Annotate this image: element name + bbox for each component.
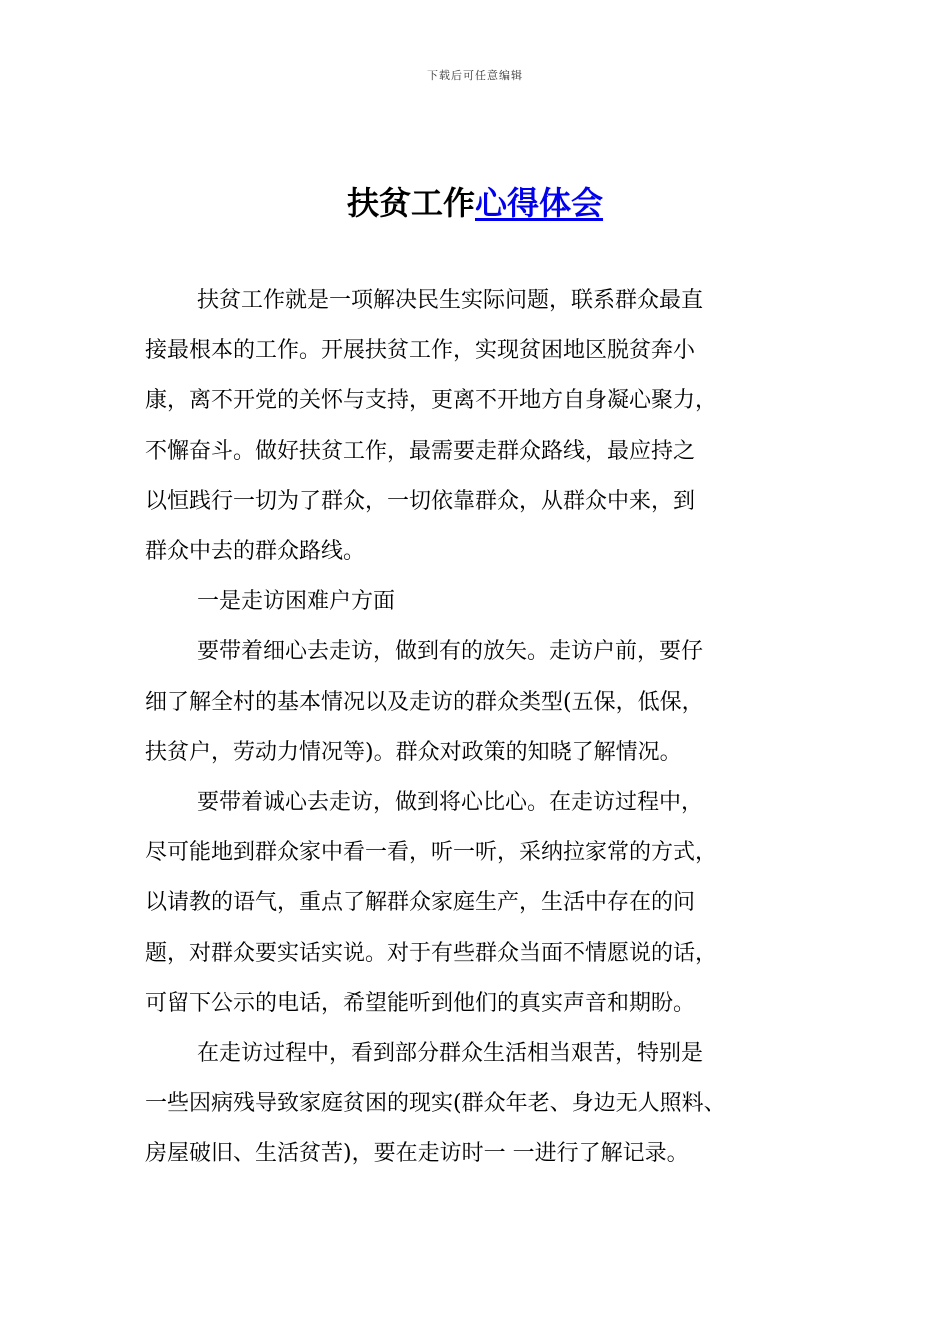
paragraph-line: 群众中去的群众路线。 (145, 539, 366, 565)
document-title (0, 181, 950, 225)
document-body (145, 276, 825, 1180)
paragraph-line: 房屋破旧、生活贫苦)，要在走访时一 一进行了解记录。 (145, 1141, 689, 1167)
paragraph-line: 可留下公示的电话，希望能听到他们的真实声音和期盼。 (145, 990, 696, 1016)
paragraph-line: 扶贫户，劳动力情况等)。群众对政策的知晓了解情况。 (145, 739, 682, 765)
paragraph-line: 以恒践行一切为了群众，一切依靠群众，从群众中来，到 (145, 488, 696, 514)
paragraph-line: 不懈奋斗。做好扶贫工作，最需要走群众路线，最应持之 (145, 438, 696, 464)
paragraph-line: 在走访过程中，看到部分群众生活相当艰苦，特别是 (197, 1041, 704, 1067)
paragraph-line: 细了解全村的基本情况以及走访的群众类型(五保，低保， (145, 689, 704, 715)
paragraph-line: 接最根本的工作。开展扶贫工作，实现贫困地区脱贫奔小 (145, 338, 696, 364)
title-text: 扶贫工作 (346, 184, 475, 222)
paragraph-line: 要带着诚心去走访，做到将心比心。在走访过程中， (197, 790, 704, 816)
section-heading: 一是走访困难户方面 (197, 589, 396, 615)
paragraph-line: 扶贫工作就是一项解决民生实际问题，联系群众最直 (197, 288, 704, 313)
header-note: 下载后可任意编辑 (427, 69, 523, 82)
paragraph-line: 一些因病残导致家庭贫困的现实(群众年老、身边无人照料、 (145, 1091, 726, 1117)
paragraph-line: 要带着细心去走访，做到有的放矢。走访户前，要仔 (197, 639, 704, 665)
paragraph-line: 题，对群众要实话实说。对于有些群众当面不情愿说的话， (145, 940, 718, 966)
paragraph-line: 以请教的语气，重点了解群众家庭生产，生活中存在的问 (145, 890, 696, 916)
paragraph-line: 康，离不开党的关怀与支持，更离不开地方自身凝心聚力， (145, 388, 718, 414)
paragraph-line: 尽可能地到群众家中看一看，听一听，采纳拉家常的方式， (145, 840, 718, 866)
title-link[interactable]: 心得体会 (475, 184, 604, 222)
